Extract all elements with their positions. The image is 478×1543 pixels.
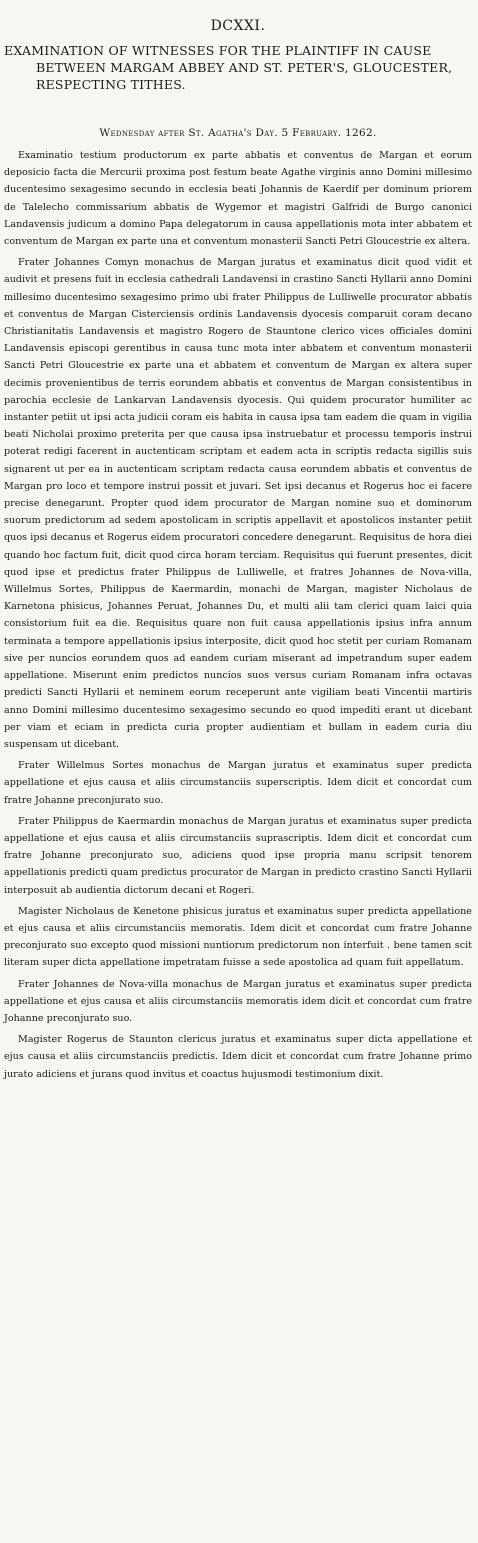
paragraph-testimony-johannes-de-nova-villa: Frater Johannes de Nova-villa monachus de Margan juratus et examinatus super predicta appellatione et ejus causa et aliis circumstanciis memoratis idem dicit et concordat cum fratre Johanne preconjurato suo. xyxy=(4,978,472,1024)
document-number: DCXXI. xyxy=(210,18,266,34)
paragraph-introduction: Examinatio testium productorum ex parte abbatis et conventus de Margan et eorum deposicio facta die Mercurii proxima post festum beate Agathe virginis anno Domini millesimo ducentesimo sexagesimo secundo in ecclesia beati Johannis de Kaerdif per dominum priorem de Talelecho commissarium abbatis de Wygemor et magistri Galfridi de Burgo canonici Landavensis judicum a domino Papa delegatorum in causa appellationis mota inter abbatem et conventum de Margan ex parte una et conventum monasterii Sancti Petri Gloucestrie ex altera. xyxy=(4,150,472,248)
document-title: EXAMINATION OF WITNESSES FOR THE PLAINTIFF IN CAUSE BETWEEN MARGAM ABBEY AND ST. PETER'S, GLOUCESTER, RESPECTING TITHES. xyxy=(4,43,453,92)
paragraph-testimony-philippus-de-kaermardin: Frater Philippus de Kaermardin monachus de Margan juratus et examinatus super predicta appellatione et ejus causa et aliis circumstanciis suprascriptis. Idem dicit et concordat cum fratre Johanne preconjurato suo, adiciens quod ipse propria manu scripsit tenorem appellationis predicti quam predictus procurator de Margan in predicto crastino Sancti Hyllarii interposuit ab audientia dictorum decani et Rogeri. xyxy=(4,815,472,896)
paragraph-testimony-johannes-comyn: Frater Johannes Comyn monachus de Margan juratus et examinatus dicit quod vidit et audivit et presens fuit in ecclesia cathedrali Landavensi in crastino Sancti Hyllarii anno Domini millesimo ducentesimo sexagesimo primo ubi frater Philippus de Lulliwelle procurator abbatis et conventus de Margan Cisterciensis ordinis Landavensis dyocesis comparuit coram decano Christianitatis Landavensis et magistro Rogero de Stauntone clerico vices officiales domini Landavensis episcopi gerentibus in causa tunc mota inter abbatem et conventum monasterii Sancti Petri Gloucestrie ex parte una et abbatem et conventum de Margan ex altera super decimis provenientibus de terris eorundem abbatis et conventus de Margan consistentibus in parochia ecclesie de Lankarvan Landavensis dyocesis. Qui quidem procurator humiliter ac instanter petiit ut ipsi acta judicii coram eis habita in causa ipsa tam eadem die quam in vigilia beati Nicholai proximo preterita per que causa ipsa instruebatur et processu temporis instrui poterat redigi facerent in auctenticam scriptam et eadem acta in scriptis redacta sigillis suis signarent ut per ea in auctenticam scriptam redacta causa eorundem abbatis et conventus de Margan pro loco et tempore instrui possit et juvari. Set ipsi decanus et Rogerus hoc ei facere precise denegarunt. Propter quod idem procurator de Margan nomine suo et dominorum suorum predictorum ad sedem apostolicam in scriptis appellavit et apostolicos instanter petiit quos ipsi decanus et Rogerus eidem procuratori concedere denegarunt. Requisitus de hora diei quando hoc factum fuit, dicit quod circa horam terciam. Requisitus qui fuerunt presentes, dicit quod ipse et predictus frater Philippus de Lulliwelle, et fratres Johannes de Nova-villa, Willelmus Sortes, Philippus de Kaermardin, monachi de Margan, magister Nicholaus de Karnetona phisicus, Johannes Peruat, Johannes Du, et multi alii tam clerici quam laici quia consistorium fuit ea die. Requisitus quare non fuit causa appellationis ipsius infra annum terminata a tempore appellationis ipsius interposite, dicit quod hoc stetit per curiam Romanam sive per nuncios eorundem quos ad eandem curiam miserant ad impetrandum super eadem appellatione. Miserunt enim predictos nuncios suos versus curiam Romanam infra octavas predicti Sancti Hyllarii et neminem eorum receperunt ante vigiliam beati Vincentii martiris anno Domini millesimo ducentesimo sexagesimo secundo eo quod impediti erant ut dicebant per viam et eciam in predicta curia propter audientiam et bullam in eadem curia diu suspensam ut dicebant. xyxy=(4,257,472,750)
dateline: Wednesday after St. Agatha's Day. 5 February. 1262. xyxy=(99,127,377,139)
paragraph-testimony-nicholaus-de-kenetone: Magister Nicholaus de Kenetone phisicus juratus et examinatus super predicta appellatione et ejus causa et aliis circumstanciis memoratis. Idem dicit et concordat cum fratre Johanne preconjurato suo excepto quod missioni nuntiorum predictorum non interfuit . bene tamen scit literam super dicta appellatione impetratam fuisse a sede apostolica ad quam fuit appellatum. xyxy=(4,905,472,969)
paragraph-testimony-rogerus-de-staunton: Magister Rogerus de Staunton clericus juratus et examinatus super dicta appellatione et ejus causa et aliis circumstanciis predictis. Idem dicit et concordat cum fratre Johanne primo jurato adiciens et jurans quod invitus et coactus hujusmodi testimonium dixit. xyxy=(4,1034,472,1080)
paragraph-testimony-willelmus-sortes: Frater Willelmus Sortes monachus de Margan juratus et examinatus super predicta appellatione et ejus causa et aliis circumstanciis superscriptis. Idem dicit et concordat cum fratre Johanne preconjurato suo. xyxy=(4,760,472,806)
